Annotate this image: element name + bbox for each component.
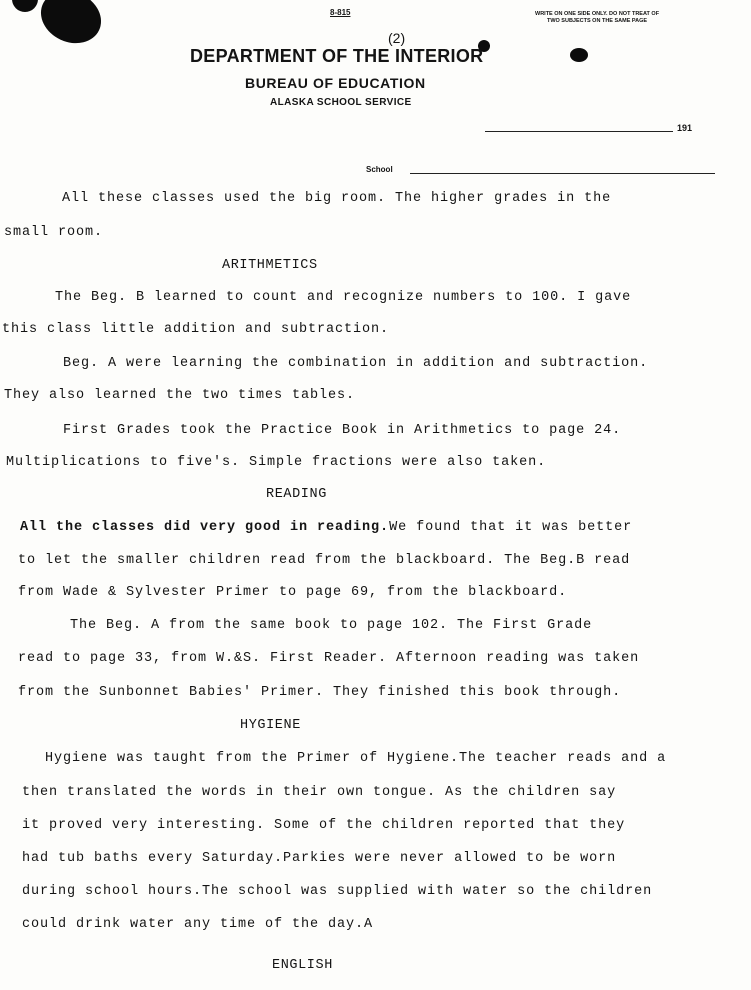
text-line: read to page 33, from W.&S. First Reader. Afternoon reading was taken bbox=[18, 651, 640, 666]
top-instruction-note bbox=[535, 11, 659, 25]
text-line: The Beg. B learned to count and recognize numbers to 100. I gave bbox=[55, 290, 632, 305]
section-heading-hygiene: HYGIENE bbox=[240, 718, 301, 733]
date-line bbox=[485, 131, 673, 132]
text-line: Multiplications to five's. Simple fractions were also taken. bbox=[6, 455, 547, 470]
text-line: The Beg. A from the same book to page 102. The First Grade bbox=[70, 618, 593, 633]
school-label: School bbox=[366, 165, 393, 174]
top-note-line-2: TWO SUBJECTS ON THE SAME PAGE bbox=[546, 18, 648, 24]
text-line: could drink water any time of the day.A bbox=[22, 917, 374, 932]
reading-line-rest: We found that it was better bbox=[389, 520, 633, 535]
text-line: from Wade & Sylvester Primer to page 69, from the blackboard. bbox=[18, 585, 568, 600]
service-title: ALASKA SCHOOL SERVICE bbox=[270, 97, 412, 108]
ink-spot bbox=[570, 48, 588, 62]
text-line: from the Sunbonnet Babies' Primer. They finished this book through. bbox=[18, 685, 622, 700]
text-line: First Grades took the Practice Book in Arithmetics to page 24. bbox=[63, 423, 622, 438]
ink-blot bbox=[12, 0, 38, 12]
bureau-title: BUREAU OF EDUCATION bbox=[245, 75, 426, 91]
section-heading-reading: READING bbox=[266, 487, 327, 502]
text-line: small room. bbox=[4, 225, 104, 240]
reading-bold-start: All the classes did very good in reading. bbox=[20, 520, 390, 535]
text-line: then translated the words in their own tongue. As the children say bbox=[22, 785, 617, 800]
page-number: (2) bbox=[388, 30, 406, 46]
department-title: DEPARTMENT OF THE INTERIOR bbox=[190, 46, 484, 66]
form-number: 8-815 bbox=[330, 8, 351, 17]
school-line bbox=[410, 173, 715, 174]
text-line: this class little addition and subtraction. bbox=[2, 322, 390, 337]
date-year: 191 bbox=[677, 123, 693, 133]
text-line: Beg. A were learning the combination in addition and subtraction. bbox=[63, 356, 649, 371]
text-line: to let the smaller children read from the blackboard. The Beg.B read bbox=[18, 553, 631, 568]
text-line: All these classes used the big room. The higher grades in the bbox=[62, 191, 612, 206]
text-line: They also learned the two times tables. bbox=[4, 388, 356, 403]
text-line bbox=[20, 520, 632, 535]
text-line: had tub baths every Saturday.Parkies were never allowed to be worn bbox=[22, 851, 617, 866]
top-note-line-1: WRITE ON ONE SIDE ONLY. DO NOT TREAT OF bbox=[535, 11, 660, 17]
section-heading-arithmetic: ARITHMETICS bbox=[222, 258, 318, 273]
text-line: it proved very interesting. Some of the children reported that they bbox=[22, 818, 626, 833]
ink-blot bbox=[32, 0, 109, 53]
text-line: Hygiene was taught from the Primer of Hygiene.The teacher reads and a bbox=[45, 751, 667, 766]
section-heading-english: ENGLISH bbox=[272, 958, 333, 973]
text-line: during school hours.The school was supplied with water so the children bbox=[22, 884, 653, 899]
